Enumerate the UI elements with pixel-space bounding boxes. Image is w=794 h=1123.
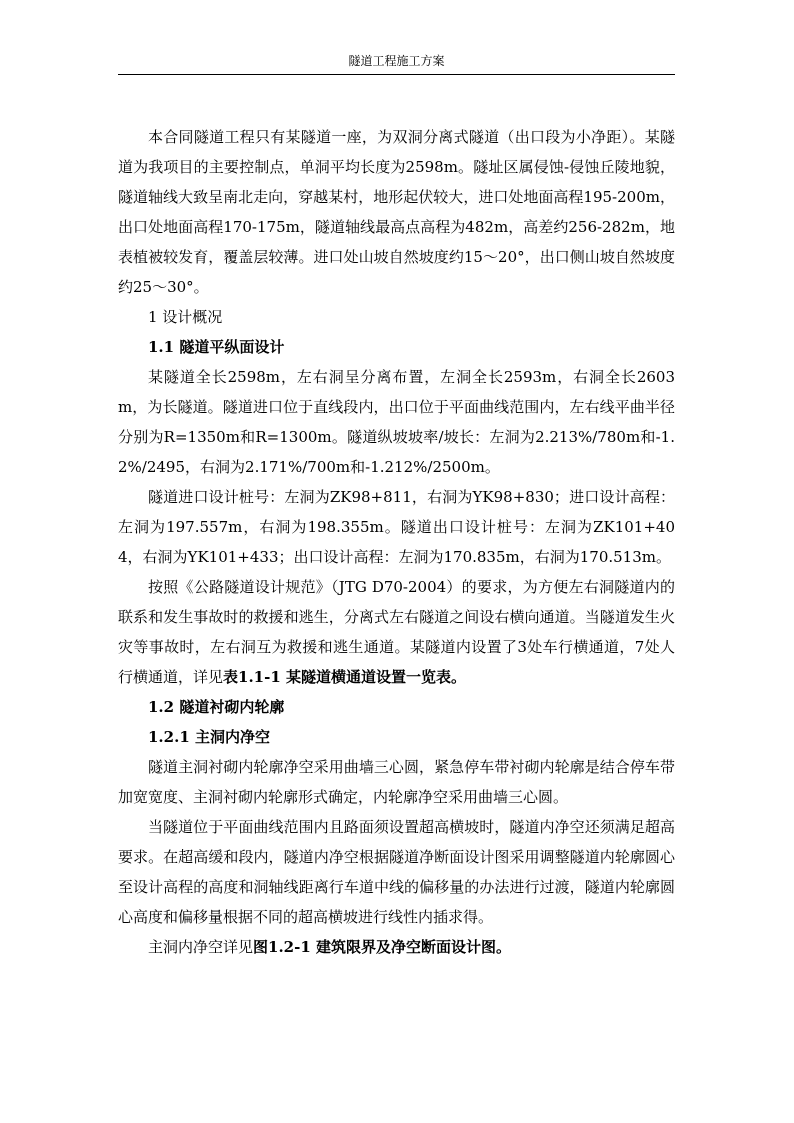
paragraph-cross-passages (118, 572, 675, 692)
paragraph-stations: 隧道进口设计桩号：左洞为ZK98+811，右洞为YK98+830；进口设计高程：左洞为197.557m，右洞为198.355m。隧道出口设计桩号：左洞为ZK101+404，右洞为YK101+433；出口设计高程：左洞为170.835m，右洞为170.513m。 (118, 488, 675, 566)
page-header (118, 50, 675, 75)
section-heading-1: 1 设计概况 (148, 308, 223, 326)
document-body (118, 122, 675, 962)
header-title: 隧道工程施工方案 (348, 54, 445, 68)
section-heading-1-2: 1.2 隧道衬砌内轮廓 (148, 698, 285, 716)
intro-paragraph: 本合同隧道工程只有某隧道一座，为双洞分离式隧道（出口段为小净距）。某隧道为我项目的主要控制点，单洞平均长度为2598m。隧址区属侵蚀-侵蚀丘陵地貌，隧道轴线大致呈南北走向，穿越某村，地形起伏较大，进口处地面高程195-200m，出口处地面高程170-175m，隧道轴线最高点高程为482m，高差约256-282m，地表植被较发育，覆盖层较薄。进口处山坡自然坡度约15～20°，出口侧山坡自然坡度约25～30°。 (118, 128, 675, 296)
figure-reference: 图1.2-1 建筑限界及净空断面设计图。 (253, 938, 511, 956)
paragraph-alignment: 某隧道全长2598m，左右洞呈分离布置，左洞全长2593m，右洞全长2603m，为长隧道。隧道进口位于直线段内，出口位于平面曲线范围内，左右线平曲半径分别为R=1350m和R=1300m。隧道纵坡坡率/坡长：左洞为2.213%/780m和-1.2%/2495，右洞为2.171%/700m和-1.212%/2500m。 (118, 368, 675, 476)
cross-passages-text: 按照《公路隧道设计规范》（JTG D70-2004）的要求，为方便左右洞隧道内的联系和发生事故时的救援和逃生，分离式左右隧道之间设右横向通道。当隧道发生火灾等事故时，左右洞互为救援和逃生通道。某隧道内设置了3处车行横通道，7处人行横通道，详见 (118, 578, 675, 686)
paragraph-clearance (118, 932, 675, 962)
clearance-text: 主洞内净空详见 (148, 938, 254, 956)
section-heading-1-1: 1.1 隧道平纵面设计 (148, 338, 285, 356)
section-heading-1-2-1: 1.2.1 主洞内净空 (148, 728, 270, 746)
paragraph-superelevation: 当隧道位于平面曲线范围内且路面须设置超高横坡时，隧道内净空还须满足超高要求。在超高缓和段内，隧道内净空根据隧道净断面设计图采用调整隧道内轮廓圆心至设计高程的高度和洞轴线距离行车道中线的偏移量的办法进行过渡，隧道内轮廓圆心高度和偏移量根据不同的超高横坡进行线性内插求得。 (118, 818, 675, 926)
table-reference: 表1.1-1 某隧道横通道设置一览表。 (223, 668, 466, 686)
paragraph-lining-profile: 隧道主洞衬砌内轮廓净空采用曲墙三心圆，紧急停车带衬砌内轮廓是结合停车带加宽宽度、主洞衬砌内轮廓形式确定，内轮廓净空采用曲墙三心圆。 (118, 758, 675, 806)
